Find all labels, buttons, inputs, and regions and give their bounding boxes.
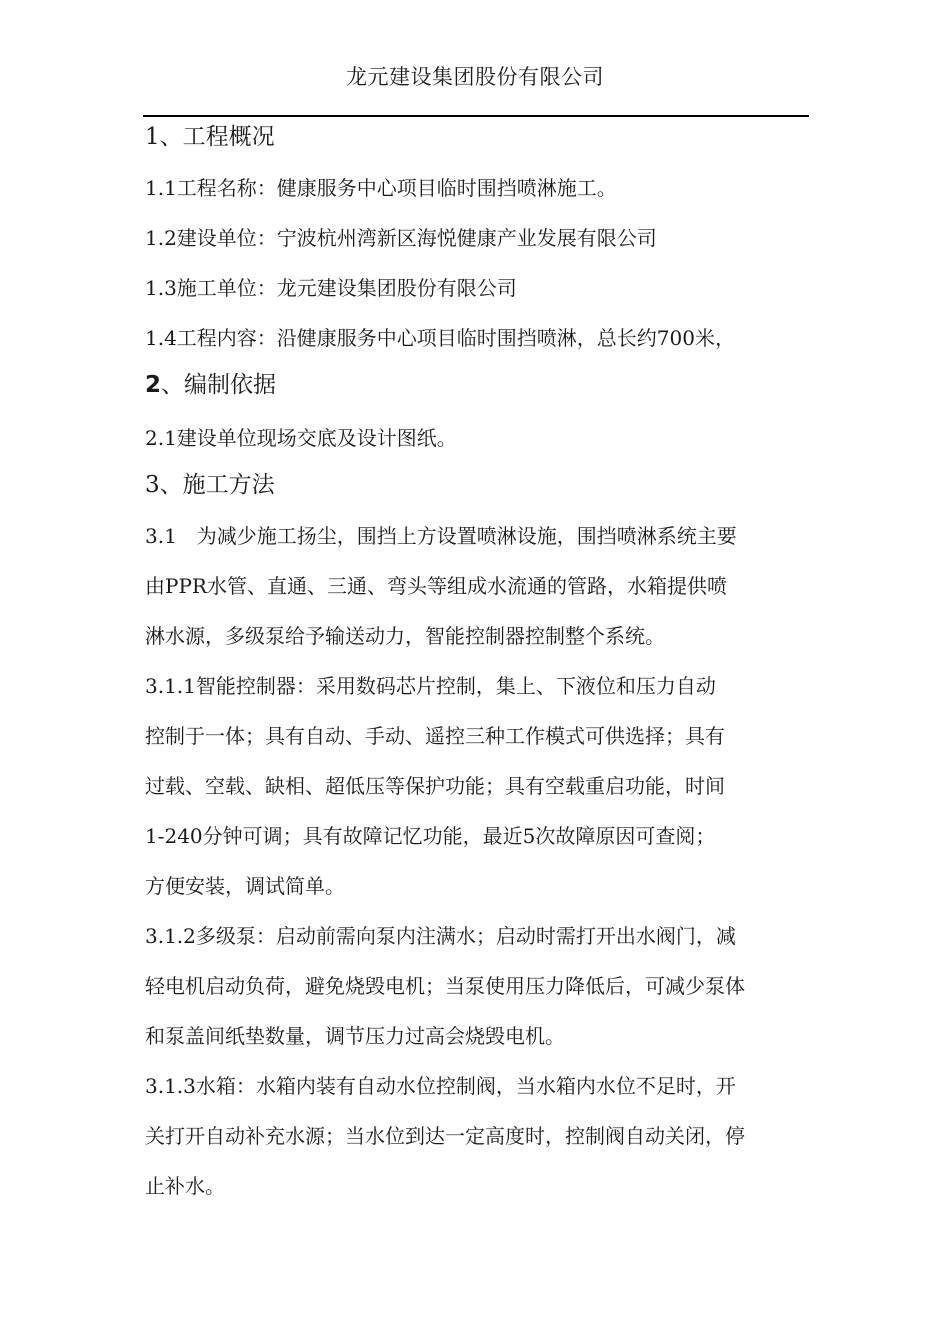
paragraph-3-1-line: 3.1 为减少施工扬尘，围挡上方设置喷淋设施，围挡喷淋系统主要 [145, 524, 737, 548]
paragraph-1-3: 1.3施工单位：龙元建设集团股份有限公司 [145, 276, 517, 300]
paragraph-3-1-2-line: 3.1.2多级泵：启动前需向泵内注满水；启动时需打开出水阀门，减 [145, 924, 736, 948]
section-heading-2-number: 2 [145, 372, 162, 398]
paragraph-3-1-3-line: 关打开自动补充水源；当水位到达一定高度时，控制阀自动关闭，停 [145, 1124, 745, 1148]
paragraph-3-1-3-line: 3.1.3水箱：水箱内装有自动水位控制阀，当水箱内水位不足时，开 [145, 1074, 736, 1098]
paragraph-1-4: 1.4工程内容：沿健康服务中心项目临时围挡喷淋，总长约700米， [145, 326, 735, 350]
section-heading-2-text: 、编制依据 [161, 372, 277, 398]
paragraph-3-1-1-line: 3.1.1智能控制器：采用数码芯片控制，集上、下液位和压力自动 [145, 674, 716, 698]
paragraph-3-1-2-line: 轻电机启动负荷，避免烧毁电机；当泵使用压力降低后，可减少泵体 [145, 974, 745, 998]
paragraph-3-1-line: 淋水源，多级泵给予输送动力，智能控制器控制整个系统。 [145, 624, 665, 648]
section-heading-1: 1、工程概况 [145, 124, 275, 150]
paragraph-3-1-1-line: 过载、空载、缺相、超低压等保护功能；具有空载重启功能，时间 [145, 774, 725, 798]
paragraph-3-1-2-line: 和泵盖间纸垫数量，调节压力过高会烧毁电机。 [145, 1024, 565, 1048]
section-heading-2 [145, 369, 276, 401]
paragraph-1-2: 1.2建设单位：宁波杭州湾新区海悦健康产业发展有限公司 [145, 226, 657, 250]
paragraph-1-1: 1.1工程名称：健康服务中心项目临时围挡喷淋施工。 [145, 176, 617, 200]
paragraph-3-1-1-line: 1-240分钟可调；具有故障记忆功能，最近5次故障原因可查阅； [145, 824, 716, 848]
section-heading-3: 3、施工方法 [145, 472, 275, 498]
paragraph-3-1-1-line: 方便安装，调试简单。 [145, 874, 345, 898]
paragraph-2-1: 2.1建设单位现场交底及设计图纸。 [145, 426, 457, 450]
page-header-title: 龙元建设集团股份有限公司 [346, 65, 604, 89]
paragraph-3-1-line: 由PPR水管、直通、三通、弯头等组成水流通的管路，水箱提供喷 [145, 574, 727, 598]
paragraph-3-1-3-line: 止补水。 [145, 1174, 225, 1198]
header-divider [143, 115, 809, 117]
paragraph-3-1-1-line: 控制于一体；具有自动、手动、遥控三种工作模式可供选择；具有 [145, 724, 725, 748]
